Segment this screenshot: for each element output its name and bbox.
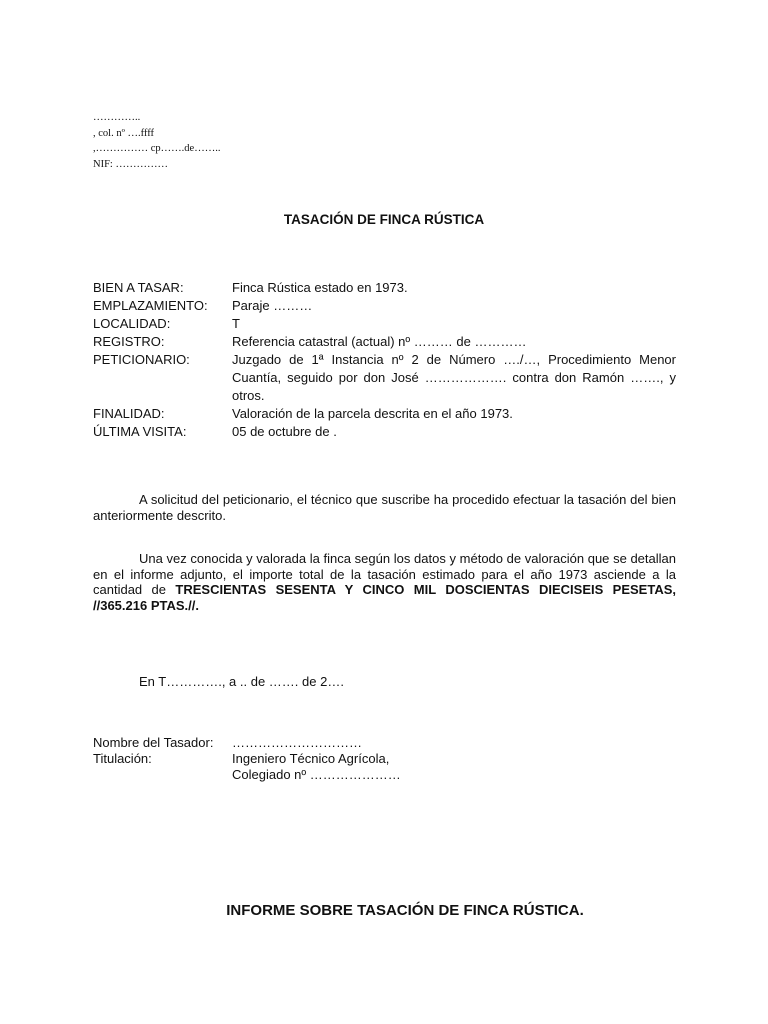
field-value: Paraje ……… — [232, 298, 313, 313]
signature-title-line1: Ingeniero Técnico Agrícola, — [232, 751, 390, 766]
signature-name-value: ………………………… — [232, 735, 362, 750]
sender-address: , col. nº ….ffff — [93, 127, 155, 139]
document-title: TASACIÓN DE FINCA RÚSTICA — [283, 212, 485, 227]
field-localidad — [93, 315, 676, 333]
signature-name-row — [93, 735, 401, 751]
signature-block — [93, 735, 401, 783]
signature-name-label: Nombre del Tasador: — [93, 735, 214, 750]
field-label: EMPLAZAMIENTO: — [93, 298, 208, 313]
paragraph-valuation — [93, 551, 676, 613]
sender-block — [93, 110, 220, 172]
field-value: Referencia catastral (actual) nº ……… de ………… — [232, 334, 527, 349]
field-label: FINALIDAD: — [93, 406, 165, 421]
field-finalidad — [93, 405, 676, 423]
field-value: Finca Rústica estado en 1973. — [232, 280, 408, 295]
paragraph-request: A solicitud del peticionario, el técnico que suscribe ha procedido efectuar la tasación del bien anteriormente descrito. — [93, 492, 676, 523]
field-emplazamiento — [93, 297, 676, 315]
field-label: BIEN A TASAR: — [93, 280, 184, 295]
property-fields — [93, 279, 676, 441]
field-label: LOCALIDAD: — [93, 316, 171, 331]
field-label: ÚLTIMA VISITA: — [93, 424, 187, 439]
field-value: T — [232, 316, 240, 331]
field-value: 05 de octubre de . — [232, 424, 337, 439]
field-bien-a-tasar — [93, 279, 676, 297]
signature-title-values — [232, 751, 401, 783]
field-value: Juzgado de 1ª Instancia nº 2 de Número …./…, Procedimiento Menor Cuantía, seguido por don José ………………. contra don Ramón ……., y otros. — [232, 352, 676, 403]
field-value: Valoración de la parcela descrita en el año 1973. — [232, 406, 513, 421]
sender-name: ………….. — [93, 112, 141, 123]
report-title: INFORME SOBRE TASACIÓN DE FINCA RÚSTICA. — [226, 902, 584, 919]
place-date: En T…………., a .. de ……. de 2…. — [139, 674, 344, 689]
valuation-text: Una vez conocida y valorada la finca según los datos y método de valoración que se detallan en el informe adjunto, el importe total de la tasación estimado para el año 1973 asciende a la cantidad de — [93, 551, 676, 597]
signature-title-line2: Colegiado nº ………………… — [232, 767, 401, 782]
field-registro — [93, 333, 676, 351]
field-label: PETICIONARIO: — [93, 352, 190, 367]
sender-nif: NIF: …………… — [93, 158, 168, 170]
signature-title-label: Titulación: — [93, 751, 152, 766]
valuation-amount: TRESCIENTAS SESENTA Y CINCO MIL DOSCIENTAS DIECISEIS PESETAS, //365.216 PTAS.//. — [93, 582, 676, 613]
field-label: REGISTRO: — [93, 334, 165, 349]
signature-title-row — [93, 751, 401, 783]
sender-postal: ,…………… cp…….de…….. — [93, 143, 221, 154]
field-peticionario — [93, 351, 676, 405]
field-ultima-visita — [93, 423, 676, 441]
